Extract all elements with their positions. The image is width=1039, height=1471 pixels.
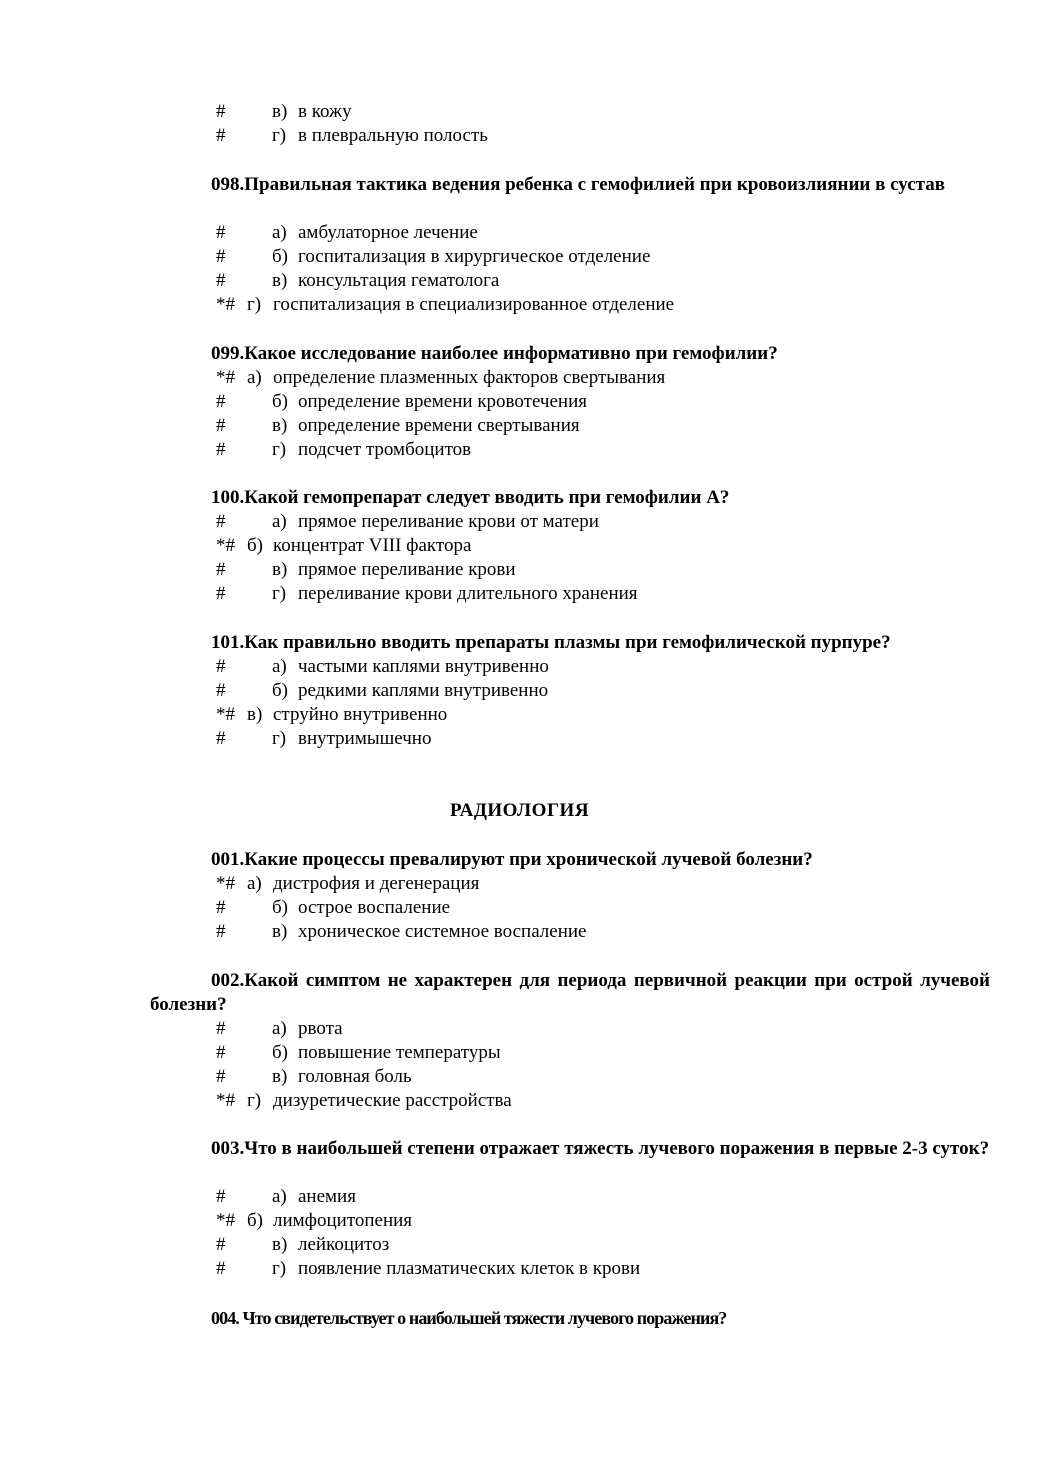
option-mark: #	[216, 583, 226, 604]
option-text: определение времени свертывания	[298, 415, 580, 436]
section-title: РАДИОЛОГИЯ	[449, 800, 590, 821]
question-text: 098.Правильная тактика ведения ребенка с гемофилией при кровоизлиянии в сустав	[211, 174, 945, 195]
option-text: частыми каплями внутривенно	[298, 656, 549, 677]
option-letter: а)	[272, 1186, 287, 1207]
option-text: появление плазматических клеток в крови	[298, 1258, 641, 1279]
option-letter: а)	[272, 1018, 287, 1039]
question-text: 101.Как правильно вводить препараты плазмы при гемофилической пурпуре?	[211, 632, 891, 653]
option-text: анемия	[298, 1186, 356, 1207]
option-mark: #	[216, 246, 226, 267]
option-mark: #	[216, 921, 226, 942]
option-text: внутримышечно	[298, 728, 432, 749]
option-letter: г)	[272, 125, 287, 146]
question-text: 001.Какие процессы превалируют при хронической лучевой болезни?	[211, 849, 813, 870]
option-letter: а)	[272, 511, 287, 532]
option-mark: #	[216, 1186, 226, 1207]
option-mark: #	[216, 511, 226, 532]
option-text: прямое переливание крови	[298, 559, 516, 580]
option-text: головная боль	[298, 1066, 412, 1087]
option-mark: #	[216, 1042, 226, 1063]
option-letter: в)	[272, 921, 288, 942]
option-text: редкими каплями внутривенно	[298, 680, 549, 701]
option-text: концентрат VIII фактора	[273, 535, 472, 556]
option-text: в плевральную полость	[298, 125, 488, 146]
option-letter: б)	[247, 535, 263, 556]
option-mark: #	[216, 101, 226, 122]
option-letter: а)	[272, 222, 287, 243]
option-mark: *#	[216, 367, 235, 388]
option-letter: б)	[247, 1210, 263, 1231]
option-text: консультация гематолога	[298, 270, 500, 291]
option-letter: в)	[247, 704, 263, 725]
option-mark: #	[216, 656, 226, 677]
option-text: хроническое системное воспаление	[298, 921, 587, 942]
option-text: определение плазменных факторов свертывания	[273, 367, 666, 388]
option-mark: #	[216, 222, 226, 243]
option-text: лимфоцитопения	[273, 1210, 413, 1231]
option-letter: б)	[272, 680, 288, 701]
option-text: острое воспаление	[298, 897, 451, 918]
option-mark: *#	[216, 535, 235, 556]
option-mark: *#	[216, 704, 235, 725]
option-letter: б)	[272, 897, 288, 918]
option-text: амбулаторное лечение	[298, 222, 478, 243]
option-text: госпитализация в специализированное отделение	[273, 294, 675, 315]
option-letter: в)	[272, 270, 288, 291]
option-mark: *#	[216, 1210, 235, 1231]
option-text: госпитализация в хирургическое отделение	[298, 246, 651, 267]
option-text: подсчет тромбоцитов	[298, 439, 472, 460]
option-mark: #	[216, 1234, 226, 1255]
question-text: 003.Что в наибольшей степени отражает тяжесть лучевого поражения в первые 2-3 суток?	[211, 1138, 990, 1159]
option-text: рвота	[298, 1018, 343, 1039]
question-text: 099.Какое исследование наиболее информативно при гемофилии?	[211, 343, 778, 364]
option-text: определение времени кровотечения	[298, 391, 587, 412]
option-letter: а)	[247, 873, 262, 894]
option-mark: #	[216, 1066, 226, 1087]
option-letter: а)	[247, 367, 262, 388]
option-letter: г)	[247, 1090, 262, 1111]
option-mark: #	[216, 728, 226, 749]
option-text: переливание крови длительного хранения	[298, 583, 638, 604]
option-letter: б)	[272, 1042, 288, 1063]
option-mark: *#	[216, 294, 235, 315]
option-letter: б)	[272, 391, 288, 412]
option-mark: #	[216, 1018, 226, 1039]
option-mark: #	[216, 559, 226, 580]
option-letter: г)	[272, 1258, 287, 1279]
option-text: лейкоцитоз	[298, 1234, 390, 1255]
option-mark: #	[216, 439, 226, 460]
question-text: 002.Какой симптом не характерен для периода первичной реакции при острой лучевой болезни?	[150, 970, 990, 1015]
option-letter: в)	[272, 415, 288, 436]
option-letter: г)	[272, 728, 287, 749]
option-mark: *#	[216, 873, 235, 894]
option-letter: г)	[272, 439, 287, 460]
question-text: 100.Какой гемопрепарат следует вводить при гемофилии А?	[211, 487, 730, 508]
option-text: в кожу	[298, 101, 352, 122]
option-mark: #	[216, 415, 226, 436]
option-mark: #	[216, 125, 226, 146]
option-letter: б)	[272, 246, 288, 267]
option-text: струйно внутривенно	[273, 704, 448, 725]
option-letter: в)	[272, 559, 288, 580]
option-text: повышение температуры	[298, 1042, 501, 1063]
option-text: дистрофия и дегенерация	[273, 873, 480, 894]
option-text: прямое переливание крови от матери	[298, 511, 599, 532]
option-mark: *#	[216, 1090, 235, 1111]
option-mark: #	[216, 1258, 226, 1279]
question-text: 004. Что свидетельствует о наибольшей тяжести лучевого поражения?	[211, 1308, 727, 1328]
option-mark: #	[216, 270, 226, 291]
option-text: дизуретические расстройства	[273, 1090, 512, 1111]
option-letter: в)	[272, 101, 288, 122]
option-mark: #	[216, 897, 226, 918]
option-mark: #	[216, 680, 226, 701]
option-letter: г)	[272, 583, 287, 604]
option-letter: а)	[272, 656, 287, 677]
option-letter: в)	[272, 1234, 288, 1255]
option-mark: #	[216, 391, 226, 412]
option-letter: г)	[247, 294, 262, 315]
option-letter: в)	[272, 1066, 288, 1087]
